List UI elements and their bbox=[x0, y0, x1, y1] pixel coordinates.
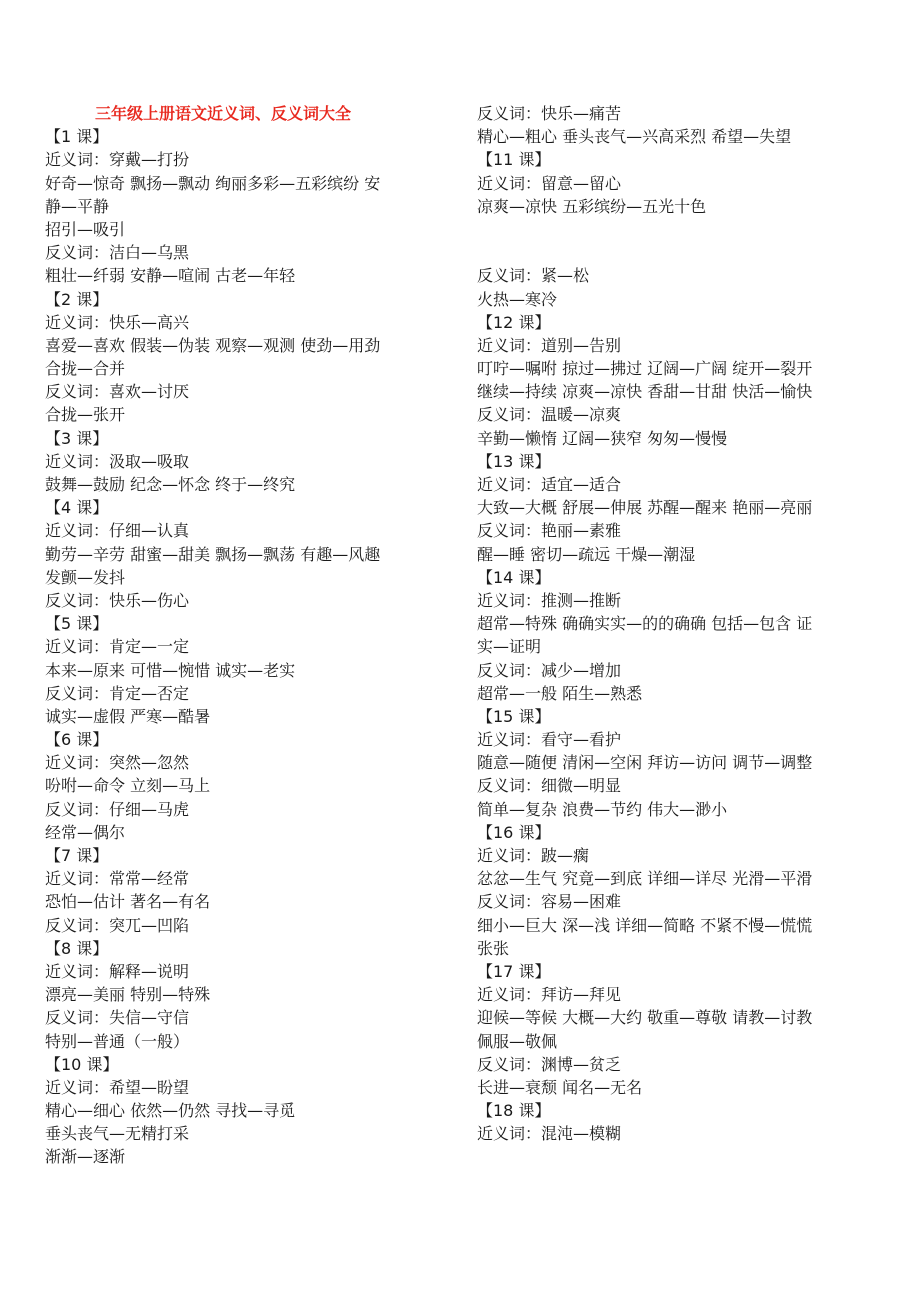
word-pair-line: 近义词：突然—忽然 bbox=[45, 753, 190, 773]
word-pair-line: 近义词：推测—推断 bbox=[477, 590, 622, 610]
word-pair-line: 反义词：肯定—否定 bbox=[45, 683, 190, 703]
word-pair-line: 近义词：汲取—吸取 bbox=[45, 451, 190, 471]
word-pair-line: 诚实—虚假 严寒—酷暑 bbox=[45, 706, 211, 726]
word-pair-line: 吩咐—命令 立刻—马上 bbox=[45, 776, 211, 796]
word-pair-line: 特别—普通（一般） bbox=[45, 1031, 190, 1051]
word-pair-line: 近义词：希望—盼望 bbox=[45, 1077, 190, 1097]
word-pair-line: 反义词：艳丽—素雅 bbox=[477, 521, 622, 541]
word-pair-line: 超常—特殊 确确实实—的的确确 包括—包含 证 bbox=[477, 614, 813, 634]
word-pair-line: 近义词：拜访—拜见 bbox=[477, 985, 622, 1005]
word-pair-line: 反义词：洁白—乌黑 bbox=[45, 243, 190, 263]
word-pair-line: 喜爱—喜欢 假装—伪装 观察—观测 使劲—用劲 bbox=[45, 335, 381, 355]
word-pair-line: 近义词：留意—留心 bbox=[477, 173, 622, 193]
word-pair-line: 垂头丧气—无精打采 bbox=[45, 1124, 190, 1144]
word-pair-line: 反义词：容易—困难 bbox=[477, 892, 622, 912]
word-pair-line: 近义词：道别—告别 bbox=[477, 335, 622, 355]
word-pair-line: 近义词：穿戴—打扮 bbox=[45, 150, 190, 170]
word-pair-line: 精心—粗心 垂头丧气—兴高采烈 希望—失望 bbox=[477, 127, 792, 147]
word-pair-line: 反义词：快乐—伤心 bbox=[45, 590, 190, 610]
word-pair-line: 近义词：快乐—高兴 bbox=[45, 312, 190, 332]
lesson-heading: 【14 课】 bbox=[477, 567, 551, 587]
lesson-heading: 【5 课】 bbox=[45, 614, 109, 634]
word-pair-line: 渐渐—逐渐 bbox=[45, 1147, 126, 1167]
word-pair-line: 发颤—发抖 bbox=[45, 567, 126, 587]
word-pair-line: 张张 bbox=[477, 938, 510, 958]
lesson-heading: 【13 课】 bbox=[477, 451, 551, 471]
word-pair-line: 反义词：减少—增加 bbox=[477, 660, 622, 680]
lesson-heading: 【8 课】 bbox=[45, 938, 109, 958]
word-pair-line: 近义词：适宜—适合 bbox=[477, 475, 622, 494]
left-column bbox=[45, 102, 445, 1169]
word-pair-line: 简单—复杂 浪费—节约 伟大—渺小 bbox=[477, 799, 728, 819]
word-pair-line: 随意—随便 清闲—空闲 拜访—访问 调节—调整 bbox=[477, 753, 813, 773]
lesson-heading: 【7 课】 bbox=[45, 846, 109, 865]
word-pair-line: 醒—睡 密切—疏远 干燥—潮湿 bbox=[477, 544, 696, 564]
word-pair-line: 近义词：常常—经常 bbox=[45, 869, 190, 889]
word-pair-line: 佩服—敬佩 bbox=[477, 1031, 558, 1051]
word-pair-line: 近义词：肯定—一定 bbox=[45, 637, 190, 657]
word-pair-line: 反义词：仔细—马虎 bbox=[45, 799, 190, 819]
word-pair-line: 继续—持续 凉爽—凉快 香甜—甘甜 快活—愉快 bbox=[477, 382, 813, 402]
word-pair-line: 迎候—等候 大概—大约 敬重—尊敬 请教—讨教 bbox=[477, 1008, 813, 1028]
word-pair-line: 大致—大概 舒展—伸展 苏醒—醒来 艳丽—亮丽 bbox=[477, 498, 813, 518]
word-pair-line: 招引—吸引 bbox=[45, 219, 126, 239]
lesson-heading: 【2 课】 bbox=[45, 289, 109, 309]
lesson-heading: 【15 课】 bbox=[477, 706, 551, 726]
lesson-heading: 【16 课】 bbox=[477, 822, 551, 842]
word-pair-line: 近义词：解释—说明 bbox=[45, 961, 190, 981]
word-pair-line: 超常—一般 陌生—熟悉 bbox=[477, 683, 643, 703]
word-pair-line: 近义词：仔细—认真 bbox=[45, 521, 190, 541]
word-pair-line: 凉爽—凉快 五彩缤纷—五光十色 bbox=[477, 196, 707, 216]
blank-line bbox=[477, 241, 877, 264]
word-pair-line: 火热—寒冷 bbox=[477, 289, 558, 309]
word-pair-line: 反义词：突兀—凹陷 bbox=[45, 915, 190, 935]
lesson-heading: 【1 课】 bbox=[45, 127, 109, 147]
word-pair-line: 反义词：温暖—凉爽 bbox=[477, 405, 622, 425]
word-pair-line: 鼓舞—鼓励 纪念—怀念 终于—终究 bbox=[45, 475, 296, 494]
word-pair-line: 忿忿—生气 究竟—到底 详细—详尽 光滑—平滑 bbox=[477, 869, 813, 889]
word-pair-line: 长进—衰颓 闻名—无名 bbox=[477, 1077, 643, 1097]
lesson-heading: 【10 课】 bbox=[45, 1054, 119, 1074]
lesson-heading: 【11 课】 bbox=[477, 150, 551, 170]
word-pair-line: 漂亮—美丽 特别—特殊 bbox=[45, 985, 211, 1005]
word-pair-line: 静—平静 bbox=[45, 196, 110, 216]
word-pair-line: 近义词：混沌—模糊 bbox=[477, 1124, 622, 1144]
word-pair-line: 精心—细心 依然—仍然 寻找—寻觅 bbox=[45, 1101, 296, 1121]
word-pair-line: 细小—巨大 深—浅 详细—简略 不紧不慢—慌慌 bbox=[477, 915, 813, 935]
word-pair-line: 勤劳—辛劳 甜蜜—甜美 飘扬—飘荡 有趣—风趣 bbox=[45, 544, 381, 564]
word-pair-line: 反义词：失信—守信 bbox=[45, 1008, 190, 1028]
lesson-heading: 【6 课】 bbox=[45, 730, 109, 750]
word-pair-line: 反义词：喜欢—讨厌 bbox=[45, 382, 190, 402]
lesson-heading: 【17 课】 bbox=[477, 961, 551, 981]
word-pair-line: 近义词：跛—瘸 bbox=[477, 846, 590, 865]
word-pair-line: 本来—原来 可惜—惋惜 诚实—老实 bbox=[45, 660, 296, 680]
lesson-heading: 【12 课】 bbox=[477, 312, 551, 332]
document-title: 三年级上册语文近义词、反义词大全 bbox=[95, 104, 352, 123]
word-pair-line: 反义词：渊博—贫乏 bbox=[477, 1054, 622, 1074]
right-column bbox=[477, 102, 877, 1145]
word-pair-line: 叮咛—嘱咐 掠过—拂过 辽阔—广阔 绽开—裂开 bbox=[477, 359, 813, 379]
word-pair-line: 好奇—惊奇 飘扬—飘动 绚丽多彩—五彩缤纷 安 bbox=[45, 173, 381, 193]
word-pair-line: 反义词：快乐—痛苦 bbox=[477, 104, 622, 123]
lesson-heading: 【18 课】 bbox=[477, 1101, 551, 1121]
blank-line bbox=[477, 218, 877, 241]
word-pair-line: 反义词：紧—松 bbox=[477, 266, 590, 286]
word-pair-line: 近义词：看守—看护 bbox=[477, 730, 622, 750]
word-pair-line: 合拢—张开 bbox=[45, 405, 126, 425]
word-pair-line: 合拢—合并 bbox=[45, 359, 126, 379]
word-pair-line: 辛勤—懒惰 辽阔—狭窄 匆匆—慢慢 bbox=[477, 428, 728, 448]
word-pair-line: 经常—偶尔 bbox=[45, 822, 126, 842]
lesson-heading: 【4 课】 bbox=[45, 498, 109, 518]
word-pair-line: 粗壮—纤弱 安静—喧闹 古老—年轻 bbox=[45, 266, 296, 286]
word-pair-line: 反义词：细微—明显 bbox=[477, 776, 622, 796]
word-pair-line: 恐怕—估计 著名—有名 bbox=[45, 892, 211, 912]
lesson-heading: 【3 课】 bbox=[45, 428, 109, 448]
word-pair-line: 实—证明 bbox=[477, 637, 542, 657]
